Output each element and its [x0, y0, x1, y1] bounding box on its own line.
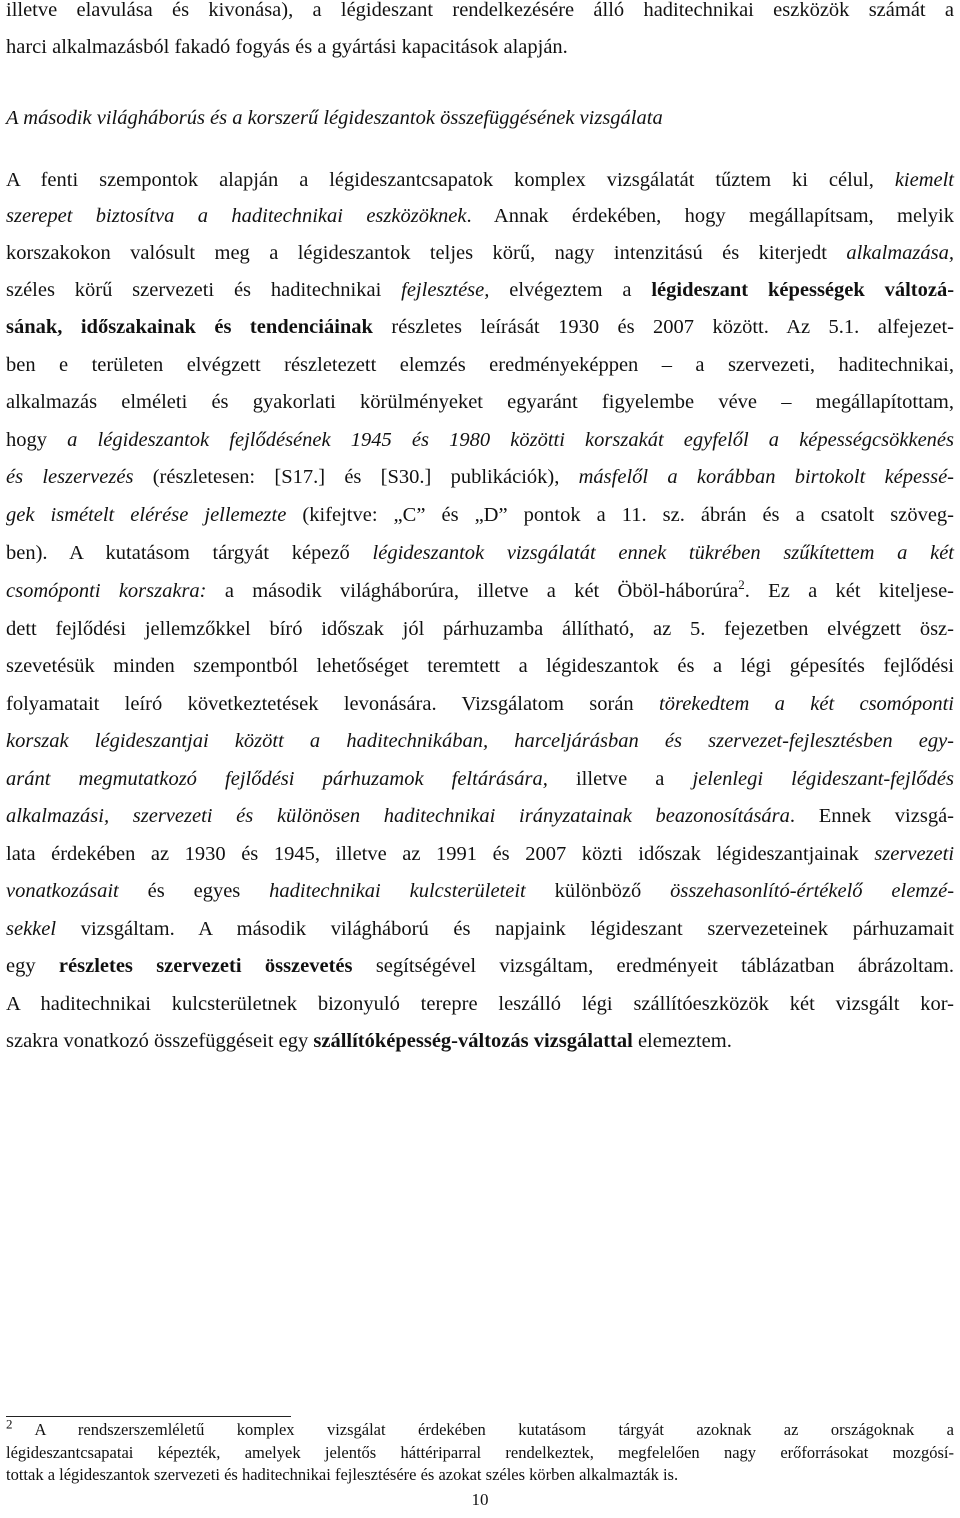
text-span: a második világháborúra, illetve a két Öböl-háborúra	[224, 580, 739, 602]
text-span: korszakokon valósult meg a légideszantok teljes körű, nagy intenzitású és kiterjedt	[6, 242, 827, 264]
text-span: különböző	[554, 880, 642, 902]
footnote-separator	[6, 1416, 291, 1417]
italic-span: törekedtem a két csomóponti	[659, 693, 955, 715]
page-number: 10	[471, 1490, 489, 1509]
text-span: illetve a	[575, 768, 665, 790]
italic-span: alkalmazási, szervezeti és különösen haditechnikai irányzatainak beazonosítására	[6, 805, 790, 827]
text-line	[6, 694, 954, 715]
text-span: (részletesen: [S17.] és [S30.] publikációk),	[152, 466, 560, 488]
footnote-line	[6, 1445, 954, 1462]
text-span: lata érdekében az 1930 és 1945, illetve az 1991 és 2007 közti időszak légideszantjainak	[6, 843, 859, 865]
footnote-number: 2	[6, 1416, 13, 1432]
text-line	[6, 919, 954, 940]
text-line	[6, 467, 954, 488]
bold-span: szállítóképesség-változás vizsgálattal	[313, 1030, 633, 1052]
bold-span: részletes szervezeti összevetés	[58, 955, 353, 977]
text-span: A fenti szempontok alapján a légideszantcsapatok komplex vizsgálatát tűztem ki célul,	[6, 169, 874, 191]
text-line	[6, 243, 954, 264]
italic-span: légideszantok vizsgálatát ennek tükrében szűkítettem a két	[372, 542, 954, 564]
footnote-text: tottak a légideszantok szervezeti és haditechnikai fejlesztésére és azokat széles körben alkalmazták is.	[6, 1465, 679, 1484]
italic-span: szervezeti	[874, 843, 955, 865]
italic-span: gek ismételt elérése jellemezte	[6, 504, 287, 526]
text-span: illetve elavulása és kivonása), a légideszant rendelkezésére álló haditechnikai eszközök számát a	[6, 0, 954, 21]
italic-span: fejlesztése,	[401, 279, 490, 301]
text-span: . Annak érdekében, hogy megállapítsam, melyik	[466, 205, 954, 227]
text-line	[6, 170, 954, 191]
text-span: és egyes	[147, 880, 241, 902]
italic-span: korszak légideszantjai között a haditechnikában, harceljárásban és szervezet-fejlesztésben egy-	[6, 730, 954, 752]
italic-span: a légideszantok fejlődésének 1945 és 1980 közötti korszakát egyfelől a képességcsökkenés	[67, 429, 955, 451]
text-span: folyamatait leíró következtetések levonására. Vizsgálatom során	[6, 693, 634, 715]
text-span: . Ennek vizsgá-	[789, 805, 955, 827]
text-span: széles körű szervezeti és haditechnikai	[6, 279, 382, 301]
italic-span: csomóponti korszakra:	[6, 580, 207, 602]
footnote-line	[6, 1416, 954, 1439]
text-line	[6, 881, 954, 902]
text-line	[6, 577, 954, 602]
text-line	[6, 37, 954, 58]
footnote-text: légideszantcsapatai képezték, amelyek jelentős háttériparral rendelkeztek, megfelelően nagy erőforrásokat mozgósí-	[6, 1443, 954, 1462]
text-line	[6, 769, 954, 790]
text-span: hogy	[6, 429, 47, 451]
text-line	[6, 280, 954, 301]
text-line	[6, 994, 954, 1015]
italic-span: vonatkozásait	[6, 880, 119, 902]
text-line	[6, 1031, 954, 1052]
text-line	[6, 317, 954, 338]
text-span: ben). A kutatásom tárgyát képező	[6, 542, 350, 564]
text-line	[6, 956, 954, 977]
text-line	[6, 543, 954, 564]
italic-span: szerepet biztosítva a haditechnikai eszközöknek	[6, 205, 467, 227]
text-span: alkalmazás elméleti és gyakorlati körülményeket egyaránt figyelembe véve – megállapítottam,	[6, 391, 954, 413]
italic-span: jelenlegi légideszant-fejlődés	[692, 768, 954, 790]
text-span: A haditechnikai kulcsterületnek bizonyuló terepre leszálló légi szállítóeszközök két vizsgált kor-	[6, 993, 954, 1015]
text-span: (kifejtve: „C” és „D” pontok a 11. sz. ábrán és a csatolt szöveg-	[302, 504, 955, 526]
italic-span: alkalmazása,	[846, 242, 954, 264]
text-span: ben e területen elvégzett részletezett elemzés eredményeképpen – a szervezeti, haditechnikai,	[6, 354, 954, 376]
text-line	[6, 355, 954, 376]
text-line	[6, 505, 954, 526]
text-span: részletes leírását 1930 és 2007 között. Az 5.1. alfejezet-	[391, 316, 954, 338]
text-line	[6, 392, 954, 413]
text-line	[6, 619, 954, 640]
footnote-ref[interactable]: 2	[738, 577, 745, 593]
heading-text: A második világháborús és a korszerű légideszantok összefüggésének vizsgálata	[6, 107, 663, 129]
text-span: elemeztem.	[637, 1030, 732, 1052]
text-line	[6, 731, 954, 752]
italic-span: sekkel	[6, 918, 57, 940]
italic-span: másfelől a korábban birtokolt képessé-	[578, 466, 955, 488]
footnote-line	[6, 1467, 954, 1484]
text-line	[6, 206, 954, 227]
section-heading	[6, 108, 954, 129]
text-line	[6, 656, 954, 677]
italic-span: aránt megmutatkozó fejlődési párhuzamok feltárására,	[6, 768, 548, 790]
text-span: szakra vonatkozó összefüggéseit egy	[6, 1030, 309, 1052]
bold-span: sának, időszakainak és tendenciáinak	[6, 316, 373, 338]
bold-span: légideszant képességek változá-	[651, 279, 955, 301]
text-span: egy	[6, 955, 36, 977]
text-span: elvégeztem a	[509, 279, 632, 301]
text-line	[6, 0, 954, 21]
text-line	[6, 430, 954, 451]
italic-span: haditechnikai kulcsterületeit	[269, 880, 526, 902]
text-line	[6, 844, 954, 865]
text-span: szevetésük minden szempontból lehetőséget teremtett a légideszantok és a légi gépesítés fejlődési	[6, 655, 954, 677]
text-span: segítségével vizsgáltam, eredményeit táblázatban ábrázoltam.	[375, 955, 954, 977]
text-line	[6, 806, 954, 827]
text-span: harci alkalmazásból fakadó fogyás és a gyártási kapacitások alapján.	[6, 36, 568, 58]
text-span: dett fejlődési jellemzőkkel bíró időszak jól párhuzamba állítható, az 5. fejezetben elvégzett ösz-	[6, 618, 954, 640]
italic-span: és leszervezés	[6, 466, 134, 488]
italic-span: kiemelt	[894, 169, 955, 191]
footnote-text: A rendszerszemléletű komplex vizsgálat érdekében kutatásom tárgyát azoknak az országoknak a	[34, 1420, 954, 1439]
italic-span: összehasonlító-értékelő elemzé-	[670, 880, 955, 902]
text-span: . Ez a két kiteljese-	[744, 580, 954, 602]
text-span: vizsgáltam. A második világháború és napjaink légideszant szervezeteinek párhuzamait	[80, 918, 955, 940]
